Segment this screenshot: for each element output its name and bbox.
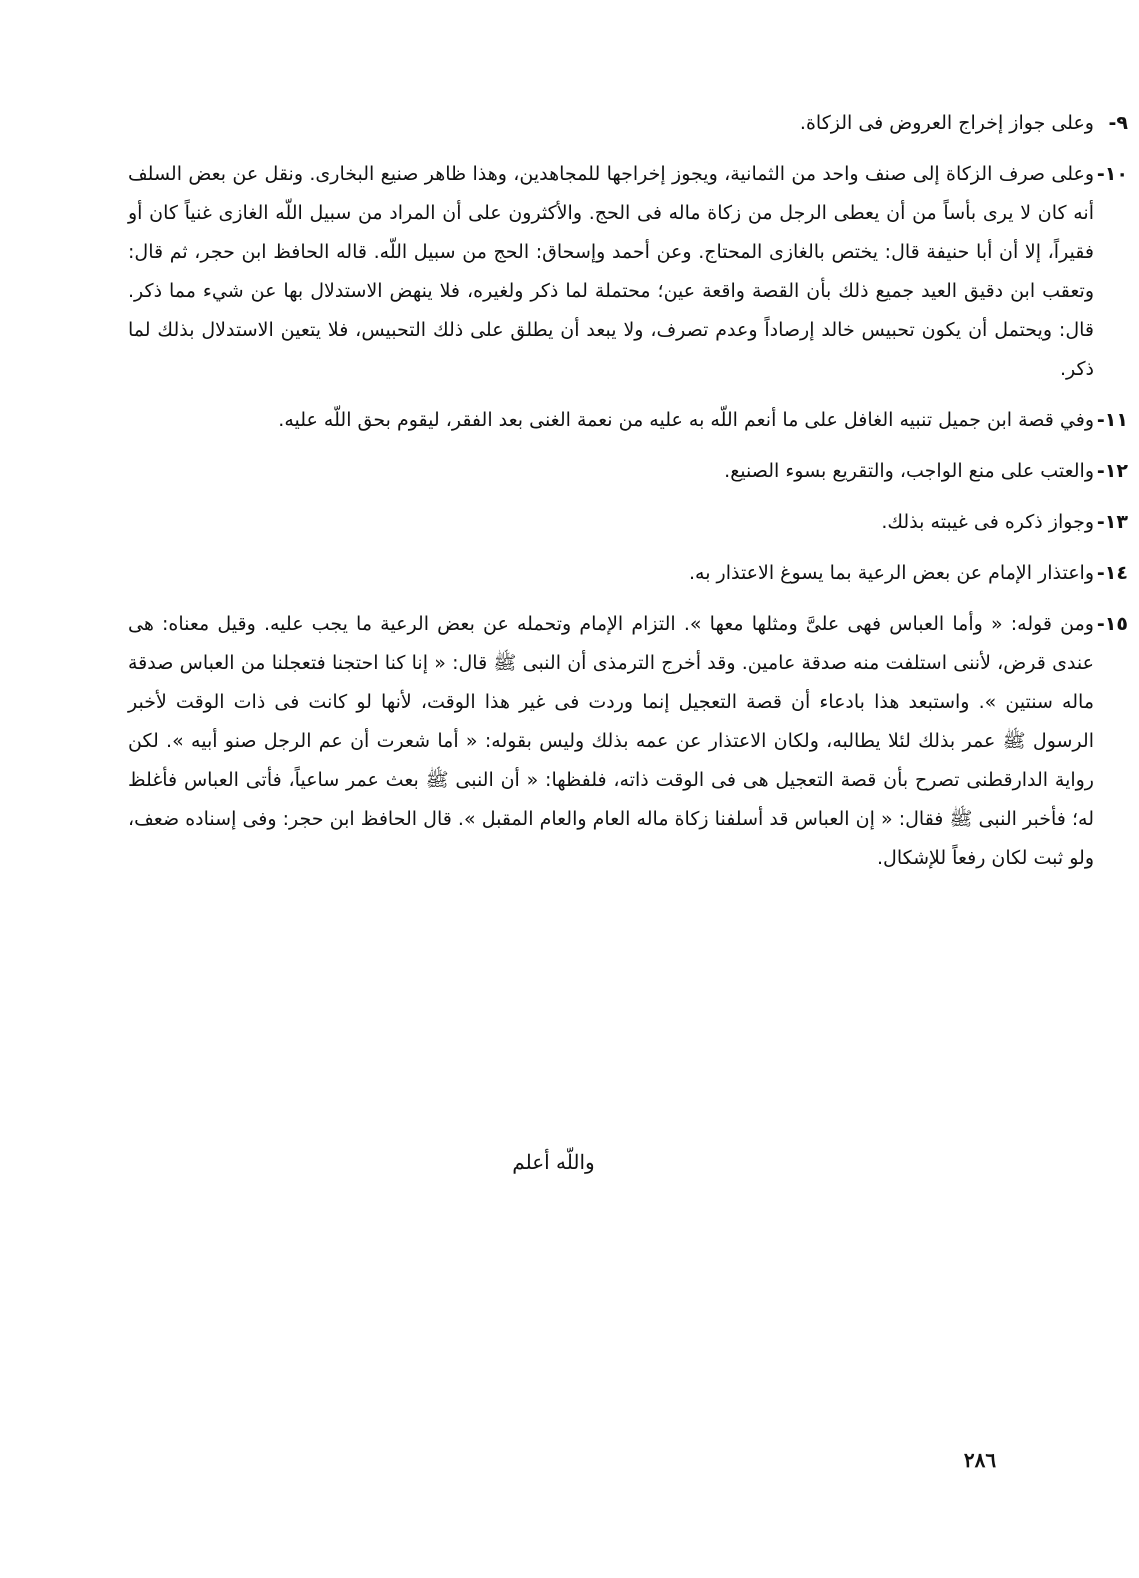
list-item-10 <box>128 155 1128 389</box>
item-number: ١٥- <box>1096 613 1128 635</box>
list-item-14 <box>128 554 1128 593</box>
item-number: ١٤- <box>1096 562 1128 584</box>
closing-phrase: واللّه أعلم <box>512 1150 595 1174</box>
item-text: والعتب على منع الواجب، والتقريع بسوء الصنيع. <box>724 460 1094 482</box>
item-text: وعلى صرف الزكاة إلى صنف واحد من الثمانية، ويجوز إخراجها للمجاهدين، وهذا ظاهر صنيع البخارى. ونقل عن بعض السلف أنه كان لا يرى بأساً من أن يعطى الرجل من زكاة ماله فى الحج. والأكثرون على أن المراد من سبيل اللّه الغازى غنياً كان أو فقيراً، إلا أن أبا حنيفة قال: يختص بالغازى المحتاج. وعن أحمد وإسحاق: الحج من سبيل اللّه. قاله الحافظ ابن حجر، ثم قال: وتعقب ابن دقيق العيد جميع ذلك بأن القصة واقعة عين؛ محتملة لما ذكر ولغيره، فلا ينهض الاستدلال بها عن شيء مما ذكر. قال: ويحتمل أن يكون تحبيس خالد إرصاداً وعدم تصرف، ولا يبعد أن يطلق على ذلك التحبيس، فلا يتعين الاستدلال بذلك لما ذكر. <box>128 163 1094 380</box>
item-text: وجواز ذكره فى غيبته بذلك. <box>881 511 1094 533</box>
page-number: ٢٨٦ <box>963 1448 997 1472</box>
page-body <box>128 104 1128 890</box>
list-item-13 <box>128 503 1128 542</box>
item-text: واعتذار الإمام عن بعض الرعية بما يسوغ الاعتذار به. <box>688 562 1094 584</box>
list-item-9 <box>128 104 1128 143</box>
item-number: ١١- <box>1096 409 1128 431</box>
item-number: ١٣- <box>1096 511 1128 533</box>
item-number: ١٠- <box>1096 163 1128 185</box>
item-number: ٩- <box>1108 112 1128 134</box>
item-text: وفي قصة ابن جميل تنبيه الغافل على ما أنعم اللّه به عليه من نعمة الغنى بعد الفقر، ليقوم بحق اللّه عليه. <box>278 409 1094 431</box>
list-item-11 <box>128 401 1128 440</box>
item-text: وعلى جواز إخراج العروض فى الزكاة. <box>799 112 1094 134</box>
list-item-15 <box>128 605 1128 878</box>
list-item-12 <box>128 452 1128 491</box>
item-text: ومن قوله: « وأما العباس فهى علىَّ ومثلها معها ». التزام الإمام وتحمله عن بعض الرعية ما يجب عليه. وقيل معناه: هى عندى قرض، لأننى استلفت منه صدقة عامين. وقد أخرج الترمذى أن النبى ﷺ قال: « إنا كنا احتجنا فتعجلنا من العباس صدقة ماله سنتين ». واستبعد هذا بادعاء أن قصة التعجيل إنما وردت فى غير هذا الوقت، لأنها لو كانت فى ذات الوقت لأخبر الرسول ﷺ عمر بذلك لئلا يطالبه، ولكان الاعتذار عن عمه بذلك وليس بقوله: « أما شعرت أن عم الرجل صنو أبيه ». لكن رواية الدارقطنى تصرح بأن قصة التعجيل هى فى الوقت ذاته، فلفظها: « أن النبى ﷺ بعث عمر ساعياً، فأتى العباس فأغلظ له؛ فأخبر النبى ﷺ فقال: « إن العباس قد أسلفنا زكاة ماله العام والعام المقبل ». قال الحافظ ابن حجر: وفى إسناده ضعف، ولو ثبت لكان رفعاً للإشكال. <box>128 613 1094 869</box>
item-number: ١٢- <box>1096 460 1128 482</box>
